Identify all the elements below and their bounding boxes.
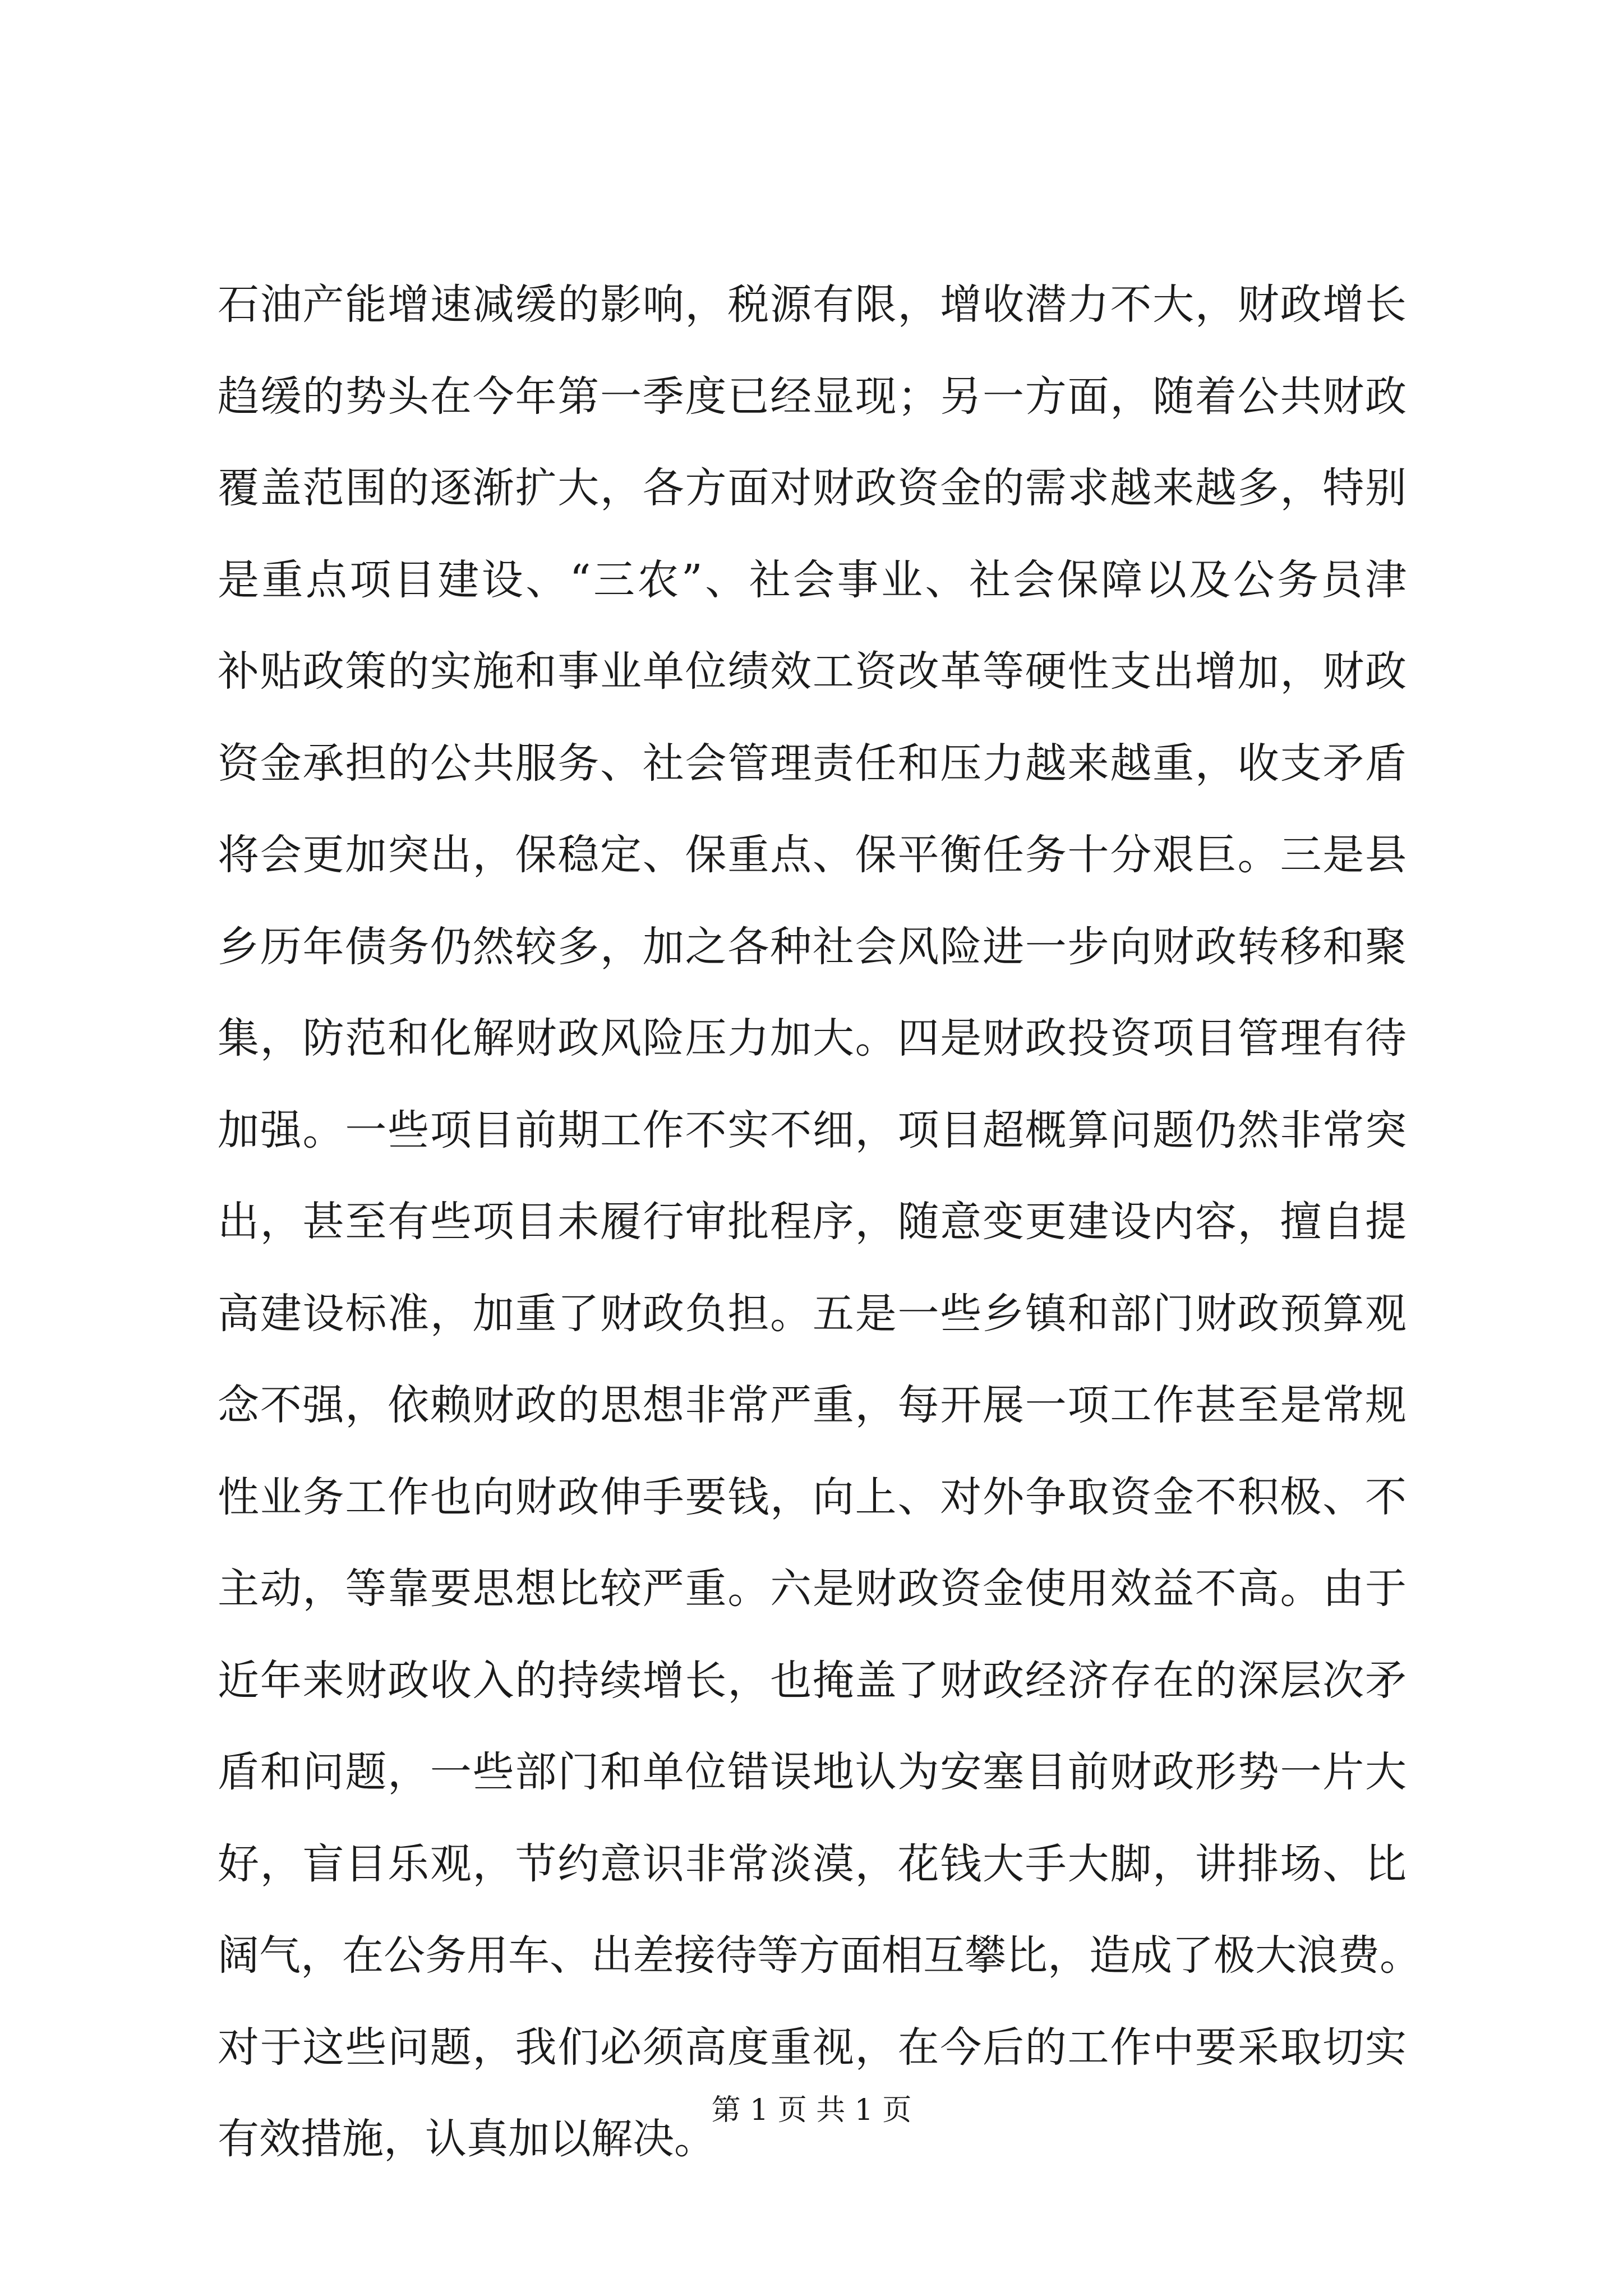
text-line: 石油产能增速减缓的影响，税源有限，增收潜力不大，财政增长	[218, 280, 1407, 329]
body-paragraph	[218, 259, 1421, 2185]
text-line: 盾和问题，一些部门和单位错误地认为安塞目前财政形势一片大	[218, 1748, 1407, 1796]
text-line: 乡历年债务仍然较多，加之各种社会风险进一步向财政转移和聚	[218, 922, 1407, 971]
text-line: 集，防范和化解财政风险压力加大。四是财政投资项目管理有待	[218, 1014, 1407, 1062]
text-line: 高建设标准，加重了财政负担。五是一些乡镇和部门财政预算观	[218, 1289, 1407, 1338]
text-line: 将会更加突出，保稳定、保重点、保平衡任务十分艰巨。三是县	[218, 831, 1407, 879]
text-line: 主动，等靠要思想比较严重。六是财政资金使用效益不高。由于	[218, 1565, 1407, 1613]
text-line: 资金承担的公共服务、社会管理责任和压力越来越重，收支矛盾	[218, 739, 1407, 788]
text-line: 加强。一些项目前期工作不实不细，项目超概算问题仍然非常突	[218, 1106, 1407, 1154]
page-footer: 第 1 页 共 1 页	[711, 2093, 912, 2127]
text-line: 趋缓的势头在今年第一季度已经显现；另一方面，随着公共财政	[218, 372, 1407, 421]
text-line: 性业务工作也向财政伸手要钱，向上、对外争取资金不积极、不	[218, 1473, 1407, 1521]
text-line: 覆盖范围的逐渐扩大，各方面对财政资金的需求越来越多，特别	[218, 464, 1407, 512]
text-line: 是重点项目建设、“三农”、社会事业、社会保障以及公务员津	[218, 555, 1407, 604]
text-line: 念不强，依赖财政的思想非常严重，每开展一项工作甚至是常规	[218, 1381, 1407, 1429]
text-line: 阔气，在公务用车、出差接待等方面相互攀比，造成了极大浪费。	[218, 1931, 1421, 1980]
text-line: 近年来财政收入的持续增长，也掩盖了财政经济存在的深层次矛	[218, 1656, 1407, 1705]
text-line: 对于这些问题，我们必须高度重视，在今后的工作中要采取切实	[218, 2023, 1407, 2072]
text-line: 补贴政策的实施和事业单位绩效工资改革等硬性支出增加，财政	[218, 647, 1407, 696]
text-line: 好，盲目乐观，节约意识非常淡漠，花钱大手大脚，讲排场、比	[218, 1839, 1407, 1888]
text-line: 有效措施，认真加以解决。	[218, 2115, 716, 2163]
text-line: 出，甚至有些项目未履行审批程序，随意变更建设内容，擅自提	[218, 1198, 1407, 1246]
